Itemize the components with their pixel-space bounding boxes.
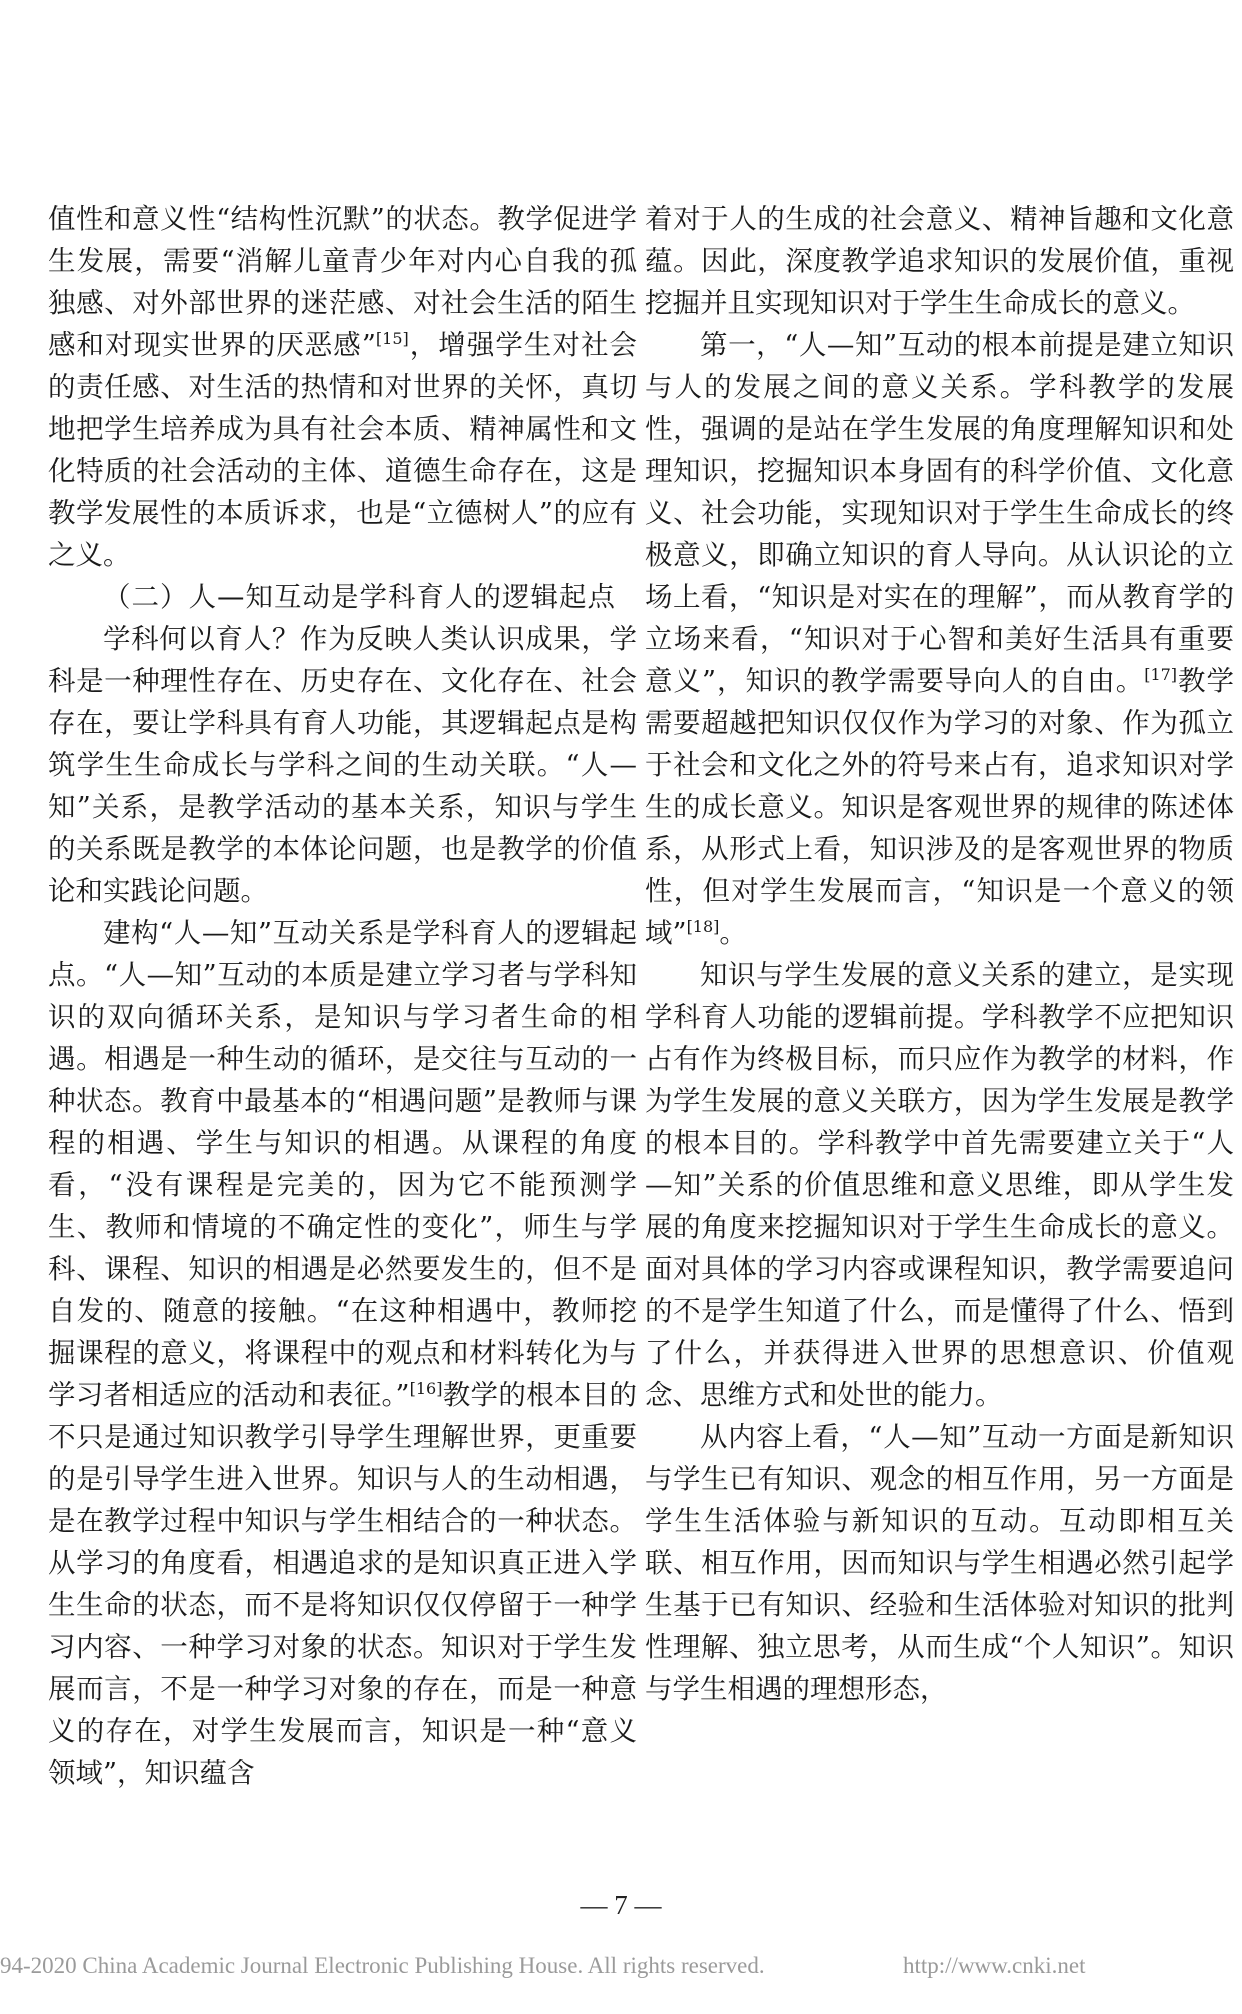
- paragraph-text: 建构“人—知”互动关系是学科育人的逻辑起点。“人—知”互动的本质是建立学习者与学科知识的双向循环关系，是知识与学习者生命的相遇。相遇是一种生动的循环，是交往与互动的一种状态。教育中最基本的“相遇问题”是教师与课程的相遇、学生与知识的相遇。从课程的角度看，“没有课程是完美的，因为它不能预测学生、教师和情境的不确定性的变化”，师生与学科、课程、知识的相遇是必然要发生的，但不是自发的、随意的接触。“在这种相遇中，教师挖掘课程的意义，将课程中的观点和材料转化为与学习者相适应的活动和表征。”: [48, 917, 637, 1411]
- paragraph-text: 第一，“人—知”互动的根本前提是建立知识与人的发展之间的意义关系。学科教学的发展性，强调的是站在学生发展的角度理解知识和处理知识，挖掘知识本身固有的科学价值、文化意义、社会功能，实现知识对于学生生命成长的终极意义，即确立知识的育人导向。从认识论的立场上看，“知识是对实在的理解”，而从教育学的立场来看，“知识对于心智和美好生活具有重要意义”，知识的教学需要导向人的自由。: [645, 329, 1234, 697]
- paragraph-text: 。: [719, 917, 747, 949]
- paragraph: [645, 324, 1234, 954]
- citation-marker: [18]: [686, 916, 720, 936]
- citation-marker: [16]: [409, 1378, 443, 1398]
- paragraph: 知识与学生发展的意义关系的建立，是实现学科育人功能的逻辑前提。学科教学不应把知识占有作为终极目标，而只应作为教学的材料，作为学生发展的意义关联方，因为学生发展是教学的根本目的。学科教学中首先需要建立关于“人—知”关系的价值思维和意义思维，即从学生发展的角度来挖掘知识对于学生生命成长的意义。面对具体的学习内容或课程知识，教学需要追问的不是学生知道了什么，而是懂得了什么、悟到了什么，并获得进入世界的思想意识、价值观念、思维方式和处世的能力。: [645, 959, 1234, 1411]
- paragraph: 着对于人的生成的社会意义、精神旨趣和文化意蕴。因此，深度教学追求知识的发展价值，重视挖掘并且实现知识对于学生生命成长的意义。: [645, 203, 1234, 319]
- footer-url: http://www.cnki.net: [903, 1953, 1086, 1978]
- paragraph: 学科何以育人？作为反映人类认识成果，学科是一种理性存在、历史存在、文化存在、社会存在，要让学科具有育人功能，其逻辑起点是构筑学生生命成长与学科之间的生动关联。“人—知”关系，是教学活动的基本关系，知识与学生的关系既是教学的本体论问题，也是教学的价值论和实践论问题。: [48, 623, 637, 907]
- section-heading: （二）人—知互动是学科育人的逻辑起点: [103, 581, 616, 613]
- copyright-notice: 94-2020 China Academic Journal Electronic Publishing House. All rights reserved.: [0, 1953, 765, 1978]
- paragraph-text: ，增强学生对社会的责任感、对生活的热情和对世界的关怀，真切地把学生培养成为具有社会本质、精神属性和文化特质的社会活动的主体、道德生命存在，这是教学发展性的本质诉求，也是“立德树人”的应有之义。: [48, 329, 637, 571]
- paragraph: 从内容上看，“人—知”互动一方面是新知识与学生已有知识、观念的相互作用，另一方面是学生生活体验与新知识的互动。互动即相互关联、相互作用，因而知识与学生相遇必然引起学生基于已有知识、经验和生活体验对知识的批判性理解、独立思考，从而生成“个人知识”。知识与学生相遇的理想形态，: [645, 1421, 1234, 1705]
- paragraph: [48, 912, 637, 1794]
- paragraph-text: 教学需要超越把知识仅仅作为学习的对象、作为孤立于社会和文化之外的符号来占有，追求知识对学生的成长意义。知识是客观世界的规律的陈述体系，从形式上看，知识涉及的是客观世界的物质性，但对学生发展而言，“知识是一个意义的领域”: [645, 665, 1235, 949]
- citation-marker: [15]: [375, 328, 409, 348]
- page-number: — 7 —: [580, 1890, 662, 1920]
- paragraph-text: 值性和意义性“结构性沉默”的状态。教学促进学生发展，需要“消解儿童青少年对内心自我的孤独感、对外部世界的迷茫感、对社会生活的陌生感和对现实世界的厌恶感”: [48, 203, 637, 361]
- left-column: [48, 198, 637, 1794]
- right-column: [645, 198, 1234, 1710]
- paragraph: [48, 198, 637, 576]
- paragraph-text: 教学的根本目的不只是通过知识教学引导学生理解世界，更重要的是引导学生进入世界。知识与人的生动相遇，是在教学过程中知识与学生相结合的一种状态。从学习的角度看，相遇追求的是知识真正进入学生生命的状态，而不是将知识仅仅停留于一种学习内容、一种学习对象的状态。知识对于学生发展而言，不是一种学习对象的存在，而是一种意义的存在，对学生发展而言，知识是一种“意义领域”，知识蕴含: [48, 1379, 637, 1789]
- citation-marker: [17]: [1144, 664, 1178, 684]
